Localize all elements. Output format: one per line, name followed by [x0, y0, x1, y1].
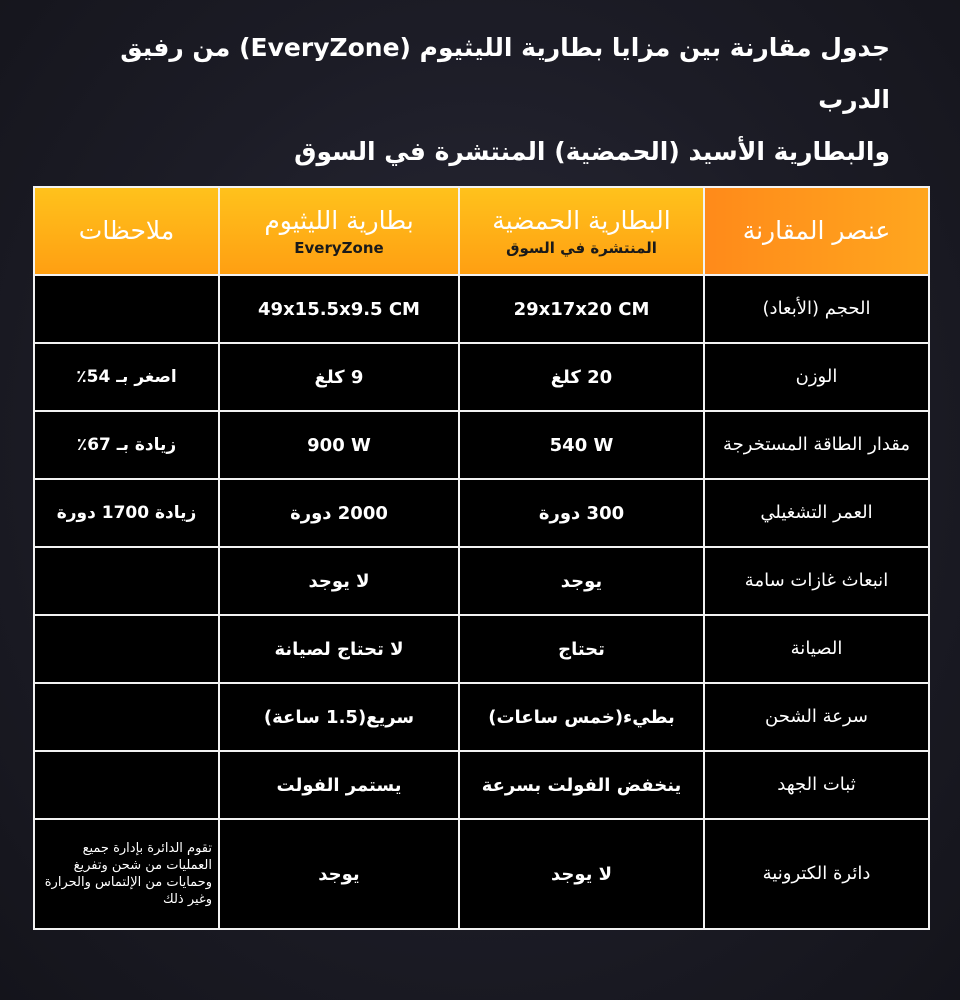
comparison-table — [33, 186, 930, 930]
row-acid-value: 20 كلغ — [459, 343, 704, 411]
table-header-row — [34, 187, 929, 275]
row-element: مقدار الطاقة المستخرجة — [704, 411, 929, 479]
row-acid-value: تحتاج — [459, 615, 704, 683]
table-row — [34, 411, 929, 479]
row-notes — [34, 683, 219, 751]
row-element: الوزن — [704, 343, 929, 411]
row-lithium-value: لا تحتاج لصيانة — [219, 615, 459, 683]
row-notes: اصغر بـ 54٪ — [34, 343, 219, 411]
row-lithium-value: سريع(1.5 ساعة) — [219, 683, 459, 751]
row-acid-value: يوجد — [459, 547, 704, 615]
row-lithium-value: 49x15.5x9.5 CM — [219, 275, 459, 343]
table-row — [34, 683, 929, 751]
row-acid-value: 29x17x20 CM — [459, 275, 704, 343]
header-acid-battery — [459, 187, 704, 275]
row-notes — [34, 275, 219, 343]
row-notes — [34, 615, 219, 683]
table-row — [34, 751, 929, 819]
header-lithium-sublabel: EveryZone — [294, 239, 384, 257]
table-row — [34, 343, 929, 411]
row-acid-value: بطيء(خمس ساعات) — [459, 683, 704, 751]
row-acid-value: 300 دورة — [459, 479, 704, 547]
header-element — [704, 187, 929, 275]
row-element: العمر التشغيلي — [704, 479, 929, 547]
row-element: سرعة الشحن — [704, 683, 929, 751]
header-acid-sublabel: المنتشرة في السوق — [506, 239, 657, 257]
row-lithium-value: 900 W — [219, 411, 459, 479]
row-notes: زيادة 1700 دورة — [34, 479, 219, 547]
row-lithium-value: لا يوجد — [219, 547, 459, 615]
row-element: ثبات الجهد — [704, 751, 929, 819]
row-notes: زيادة بـ 67٪ — [34, 411, 219, 479]
row-element: دائرة الكترونية — [704, 819, 929, 929]
row-element: انبعاث غازات سامة — [704, 547, 929, 615]
row-lithium-value: 9 كلغ — [219, 343, 459, 411]
header-lithium-label: بطارية الليثيوم — [264, 206, 414, 235]
row-lithium-value: يستمر الفولت — [219, 751, 459, 819]
header-notes — [34, 187, 219, 275]
row-acid-value: لا يوجد — [459, 819, 704, 929]
page-title — [50, 22, 890, 178]
header-acid-label: البطارية الحمضية — [492, 206, 671, 235]
row-lithium-value: 2000 دورة — [219, 479, 459, 547]
row-notes — [34, 751, 219, 819]
table-row — [34, 615, 929, 683]
title-line-2: والبطارية الأسيد (الحمضية) المنتشرة في السوق — [294, 137, 890, 166]
header-lithium-battery — [219, 187, 459, 275]
table-row — [34, 479, 929, 547]
row-element: الحجم (الأبعاد) — [704, 275, 929, 343]
row-acid-value: ينخفض الفولت بسرعة — [459, 751, 704, 819]
header-element-label: عنصر المقارنة — [742, 216, 891, 245]
row-notes — [34, 547, 219, 615]
table-row — [34, 547, 929, 615]
row-acid-value: 540 W — [459, 411, 704, 479]
table-row — [34, 275, 929, 343]
row-lithium-value: يوجد — [219, 819, 459, 929]
row-notes: تقوم الدائرة بإدارة جميع العمليات من شحن وتفريغ وحمايات من الإلتماس والحرارة وغير ذلك — [34, 819, 219, 929]
row-element: الصيانة — [704, 615, 929, 683]
table-row — [34, 819, 929, 929]
title-line-1: جدول مقارنة بين مزايا بطارية الليثيوم (EveryZone) من رفيق الدرب — [120, 33, 890, 114]
header-notes-label: ملاحظات — [78, 216, 175, 245]
